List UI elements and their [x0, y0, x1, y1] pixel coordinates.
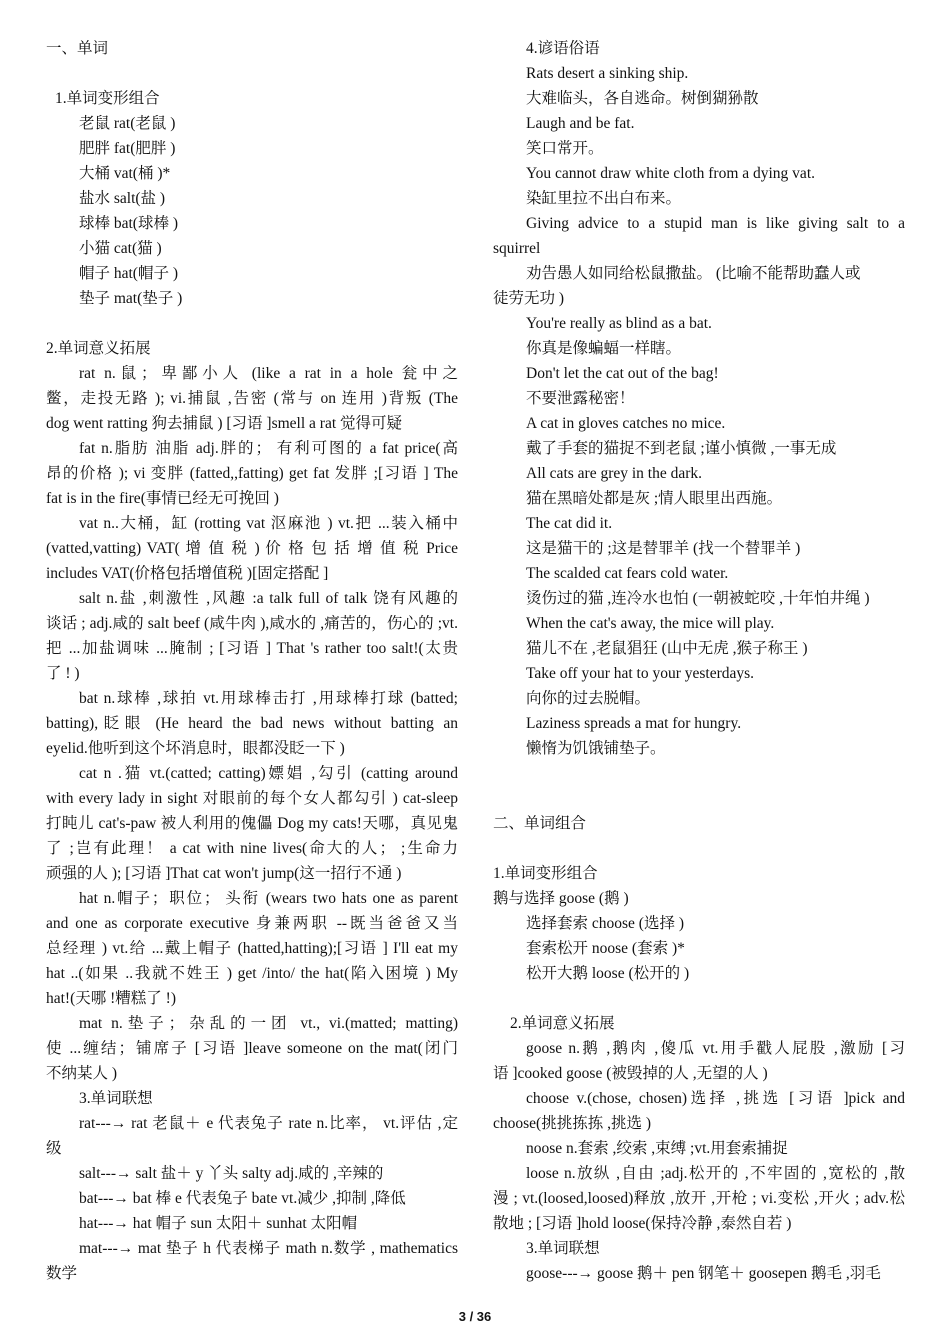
text-line: 徒劳无功 ) — [493, 290, 565, 307]
text-line: with every lady in sight 对眼前的每个女人都勾引 ) cat-sleep — [46, 790, 458, 807]
text-line: 2.单词意义拓展 — [46, 340, 151, 357]
text-line: cat n .猫 vt.(catted; catting)嫖娼 ,勾引 (catting around — [79, 765, 458, 782]
text-line: hat ..(如果 ..我就不姓王 ) get /into/ the hat(陷入困境 ) My — [46, 965, 458, 982]
text-line: choose(挑挑拣拣 ,挑选 ) — [493, 1115, 651, 1132]
text-line: squirrel — [493, 240, 541, 257]
text-line: 老鼠 rat(老鼠 ) — [79, 115, 176, 132]
page-number: 3 / 36 — [458, 1309, 492, 1324]
text-line: rat n.鼠；卑鄙小人 (like a rat in a hole 瓮中之 — [79, 365, 458, 382]
text-line: salt n.盐 ,刺激性 ,风趣 :a talk full of talk 饶有风趣的 — [79, 590, 458, 607]
text-line: 向你的过去脱帽。 — [526, 690, 651, 707]
text-line: noose n.套索 ,绞索 ,束缚 ;vt.用套索捕捉 — [526, 1140, 788, 1157]
text-line: mat n.垫子；杂乱的一团 vt., vi.(matted; matting) — [79, 1015, 458, 1032]
text-line: 1.单词变形组合 — [55, 90, 160, 107]
text-line: dog went ratting 狗去捕鼠 ) [习语 ]smell a rat 觉得可疑 — [46, 415, 403, 432]
text-line: 不纳某人 ) — [46, 1065, 118, 1082]
text-line: 2.单词意义拓展 — [510, 1015, 615, 1032]
text-line: 把 ...加盐调味 ...腌制 ; [习语 ] That 's rather too salt!(太贵 — [46, 640, 458, 657]
text-line: hat!(天哪 !糟糕了 !) — [46, 990, 176, 1007]
text-line: choose v.(chose, chosen)选择 ,挑选 [习语 ]pick and — [526, 1090, 905, 1107]
text-line: 3.单词联想 — [526, 1240, 600, 1257]
text-line: hat n.帽子；职位； 头衔 (wears two hats one as parent — [79, 890, 458, 907]
text-line: 选择套索 choose (选择 ) — [526, 915, 684, 932]
text-line: Take off your hat to your yesterdays. — [526, 665, 755, 682]
text-line: 了 ;岂有此理！ a cat with nine lives(命大的人； ;生命力 — [46, 840, 458, 857]
text-line: 小猫 cat(猫 ) — [79, 240, 162, 257]
text-line: and one as corporate executive 身兼两职 --既当爸爸又当 — [46, 915, 458, 932]
text-line: 昂的价格 ); vi 变胖 (fatted,,fatting) get fat 发胖 ;[习语 ] The — [46, 465, 458, 482]
text-line: 帽子 hat(帽子 ) — [79, 265, 179, 282]
text-line: (vatted,vatting) VAT( 增 值 税 ) 价 格 包 括 增 值 税 Price — [46, 540, 458, 557]
text-line: 套索松开 noose (套索 )* — [526, 940, 685, 957]
text-line: 笑口常开。 — [526, 140, 604, 157]
text-line: 猫儿不在 ,老鼠猖狂 (山中无虎 ,猴子称王 ) — [526, 640, 808, 657]
text-line: hat---→ hat 帽子 sun 太阳＋ sunhat 太阳帽 — [79, 1215, 358, 1232]
text-line: The cat did it. — [526, 515, 613, 532]
text-line: Laziness spreads a mat for hungry. — [526, 715, 742, 732]
text-line: 这是猫干的 ;这是替罪羊 (找一个替罪羊 ) — [526, 540, 801, 557]
text-line: When the cat's away, the mice will play. — [526, 615, 775, 632]
text-line: 级 — [46, 1140, 62, 1157]
text-line: 4.谚语俗语 — [526, 40, 600, 57]
text-line: You're really as blind as a bat. — [526, 315, 712, 332]
text-line: Don't let the cat out of the bag! — [526, 365, 719, 382]
text-line: 懒惰为饥饿铺垫子。 — [526, 740, 666, 757]
text-line: salt---→ salt 盐＋ y 丫头 salty adj.咸的 ,辛辣的 — [79, 1165, 384, 1182]
text-line: includes VAT(价格包括增值税 )[固定搭配 ] — [46, 565, 329, 582]
text-line: Rats desert a sinking ship. — [526, 65, 689, 82]
text-line: A cat in gloves catches no mice. — [526, 415, 726, 432]
text-line: 你真是像蝙蝠一样瞎。 — [526, 340, 682, 357]
text-line: fat is in the fire(事情已经无可挽回 ) — [46, 490, 279, 507]
text-line: 1.单词变形组合 — [493, 865, 598, 882]
text-line: 散地 ; [习语 ]hold loose(保持冷静 ,泰然自若 ) — [493, 1215, 792, 1232]
text-line: 总经理 ) vt.给 ...戴上帽子 (hatted,hatting);[习语 ] I'll eat my — [46, 940, 458, 957]
text-line: loose n.放纵 ,自由 ;adj.松开的 ,不牢固的 ,宽松的 ,散 — [526, 1165, 905, 1182]
text-line: 顽强的人 ); [习语 ]That cat won't jump(这一招行不通 ) — [46, 865, 402, 882]
text-line: 大难临头，各自逃命。树倒猢狲散 — [526, 90, 759, 107]
text-line: 不要泄露秘密！ — [526, 390, 635, 407]
text-line: 染缸里拉不出白布来。 — [526, 190, 682, 207]
text-line: 二、单词组合 — [493, 815, 587, 832]
text-line: mat---→ mat 垫子 h 代表梯子 math n.数学 , mathematics — [79, 1240, 458, 1257]
text-line: 鹅与选择 goose (鹅 ) — [493, 890, 629, 907]
text-line: 球棒 bat(球棒 ) — [79, 215, 179, 232]
text-line: You cannot draw white cloth from a dying vat. — [526, 165, 815, 182]
text-line: 使 ...缠结；铺席子 [习语 ]leave someone on the mat(闭门 — [46, 1040, 458, 1057]
text-line: 数学 — [46, 1265, 78, 1282]
text-line: batting),眨眼 (He heard the bad news without batting an — [46, 715, 458, 732]
text-line: 了 ! ) — [46, 665, 80, 682]
text-line: 垫子 mat(垫子 ) — [79, 290, 183, 307]
text-line: eyelid.他听到这个坏消息时，眼都没眨一下 ) — [46, 740, 345, 757]
text-line: goose n.鹅 ,鹅肉 ,傻瓜 vt.用手戳人屁股 ,激励 [习 — [526, 1040, 905, 1057]
text-line: 戴了手套的猫捉不到老鼠 ;谨小慎微 ,一事无成 — [526, 440, 837, 457]
text-line: 一、单词 — [46, 40, 109, 57]
text-line: Giving advice to a stupid man is like giving salt to a — [526, 215, 905, 232]
text-line: 松开大鹅 loose (松开的 ) — [526, 965, 690, 982]
text-line: 大桶 vat(桶 )* — [79, 165, 171, 182]
text-line: bat n.球棒 ,球拍 vt.用球棒击打 ,用球棒打球 (batted; — [79, 690, 458, 707]
text-line: 谈话 ; adj.咸的 salt beef (咸牛肉 ),咸水的 ,痛苦的，伤心的 ;vt. — [46, 615, 458, 632]
text-line: rat---→ rat 老鼠＋ e 代表兔子 rate n.比率， vt.评估 ,定 — [79, 1115, 458, 1132]
text-line: 猫在黑暗处都是灰 ;情人眼里出西施。 — [526, 490, 783, 507]
text-line: 3.单词联想 — [79, 1090, 153, 1107]
text-line: 语 ]cooked goose (被毁掉的人 ,无望的人 ) — [493, 1065, 768, 1082]
text-line: 漫 ; vt.(loosed,loosed)释放 ,放开 ,开枪 ; vi.变松 ,开火 ; adv.松 — [493, 1190, 905, 1207]
text-line: The scalded cat fears cold water. — [526, 565, 729, 582]
text-line: 鳖，走投无路 ); vi.捕鼠 ,告密 (常与 on 连用 )背叛 (The — [46, 390, 458, 407]
text-line: 肥胖 fat(肥胖 ) — [79, 140, 176, 157]
text-line: 烫伤过的猫 ,连冷水也怕 (一朝被蛇咬 ,十年怕井绳 ) — [526, 590, 870, 607]
text-line: All cats are grey in the dark. — [526, 465, 703, 482]
text-line: fat n.脂肪 油脂 adj.胖的； 有利可图的 a fat price(高 — [79, 440, 458, 457]
text-line: goose---→ goose 鹅＋ pen 钢笔＋ goosepen 鹅毛 ,羽毛 — [526, 1265, 881, 1282]
text-line: 打盹儿 cat's-paw 被人利用的傀儡 Dog my cats!天哪，真见鬼 — [46, 815, 458, 832]
text-line: Laugh and be fat. — [526, 115, 635, 132]
text-line: vat n..大桶，缸 (rotting vat 沤麻池 ) vt.把 ...装入桶中 — [79, 515, 458, 532]
text-line: bat---→ bat 棒 e 代表兔子 bate vt.减少 ,抑制 ,降低 — [79, 1190, 406, 1207]
text-line: 劝告愚人如同给松鼠撒盐。 (比喻不能帮助蠢人或 — [526, 265, 861, 282]
text-line: 盐水 salt(盐 ) — [79, 190, 166, 207]
